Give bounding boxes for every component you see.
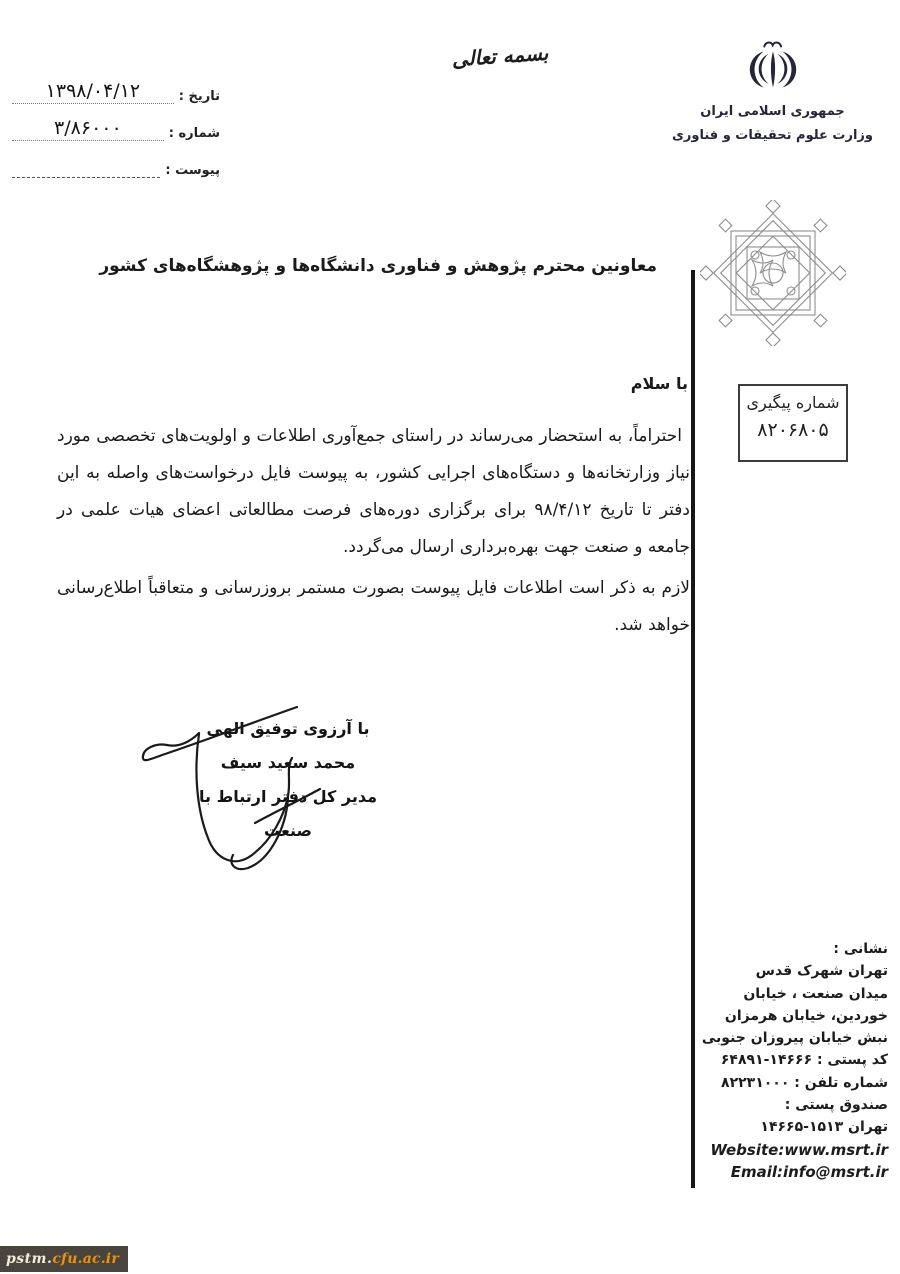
postal-code-line: کد پستی : ۱۴۶۶۶-۶۴۸۹۱ <box>720 1052 888 1069</box>
gov-country-line: جمهوری اسلامی ایران <box>700 104 845 119</box>
tracking-number-label: شماره پیگیری <box>746 393 840 412</box>
arabesque-star-ornament-icon <box>700 200 846 346</box>
letter-meta <box>12 80 220 191</box>
address-line: میدان صنعت ، خیابان <box>743 985 888 1002</box>
gov-ministry-line: وزارت علوم تحقیقات و فناوری <box>671 128 873 143</box>
body-paragraph-2: لازم به ذکر است اطلاعات فایل پیوست بصورت مستمر بروزرسانی و متعاقباً اطلاع‌رسانی خواهد شد. <box>57 578 690 635</box>
signatory-title: مدیر کل دفتر ارتباط با صنعت <box>198 787 378 840</box>
website-line: Website:www.msrt.ir <box>710 1140 888 1159</box>
number-value: ۳/۸۶۰۰۰ <box>12 117 164 141</box>
attachment-label: پیوست : <box>165 163 220 178</box>
handwritten-signature <box>120 688 420 888</box>
gov-header <box>655 38 890 143</box>
tracking-number-box <box>738 384 848 462</box>
date-row <box>12 80 220 104</box>
signatory-name: محمد سعید سیف <box>220 753 356 772</box>
watermark-site-domain: cfu.ac.ir <box>52 1251 119 1267</box>
signature-benediction: با آرزوی توفیق الهی <box>206 719 370 738</box>
po-box-label: صندوق پستی : <box>784 1097 888 1114</box>
number-label: شماره : <box>168 126 220 141</box>
date-value: ۱۳۹۸/۰۴/۱۲ <box>12 80 174 104</box>
watermark-badge <box>0 1246 128 1272</box>
po-box-value: تهران ۱۵۱۳-۱۴۶۶۵ <box>760 1119 888 1136</box>
bismillah-calligraphy: بسمه تعالی <box>450 40 550 72</box>
address-line: تهران شهرک قدس <box>755 963 888 980</box>
iran-allah-emblem-icon <box>745 38 801 96</box>
address-line: نبش خیابان پیروزان جنوبی <box>701 1030 888 1047</box>
number-row <box>12 117 220 141</box>
email-line: Email:info@msrt.ir <box>730 1162 888 1181</box>
attachment-row <box>12 154 220 178</box>
tracking-number-value: ۸۲۰۶۸۰۵ <box>757 419 829 441</box>
body-paragraph-1: احتراماً، به استحضار می‌رساند در راستای جمع‌آوری اطلاعات و اولویت‌های تخصصی مورد نیاز وزارتخانه‌ها و دستگاه‌های اجرایی کشور، به پیوست فایل درخواست‌های واصله به این دفتر تا تاریخ ۹۸/۴/۱۲ برای برگزاری دوره‌های فرصت مطالعاتی اعضای هیات علمی در جامعه و صنعت جهت بهره‌برداری ارسال می‌گردد. <box>57 426 690 557</box>
phone-line: شماره تلفن : ۸۲۲۳۱۰۰۰ <box>721 1074 888 1091</box>
attachment-value <box>12 154 160 178</box>
watermark-site-prefix: pstm. <box>6 1251 53 1267</box>
date-label: تاریخ : <box>178 89 220 104</box>
footer-address-block <box>678 938 888 1183</box>
address-line: خوردین، خیابان هرمزان <box>724 1007 888 1024</box>
salutation: با سلام <box>630 374 688 393</box>
addressee-line: معاونین محترم پژوهش و فناوری دانشگاه‌ها و پژوهشگاه‌های کشور <box>99 256 657 276</box>
address-label: نشانی : <box>833 941 888 957</box>
